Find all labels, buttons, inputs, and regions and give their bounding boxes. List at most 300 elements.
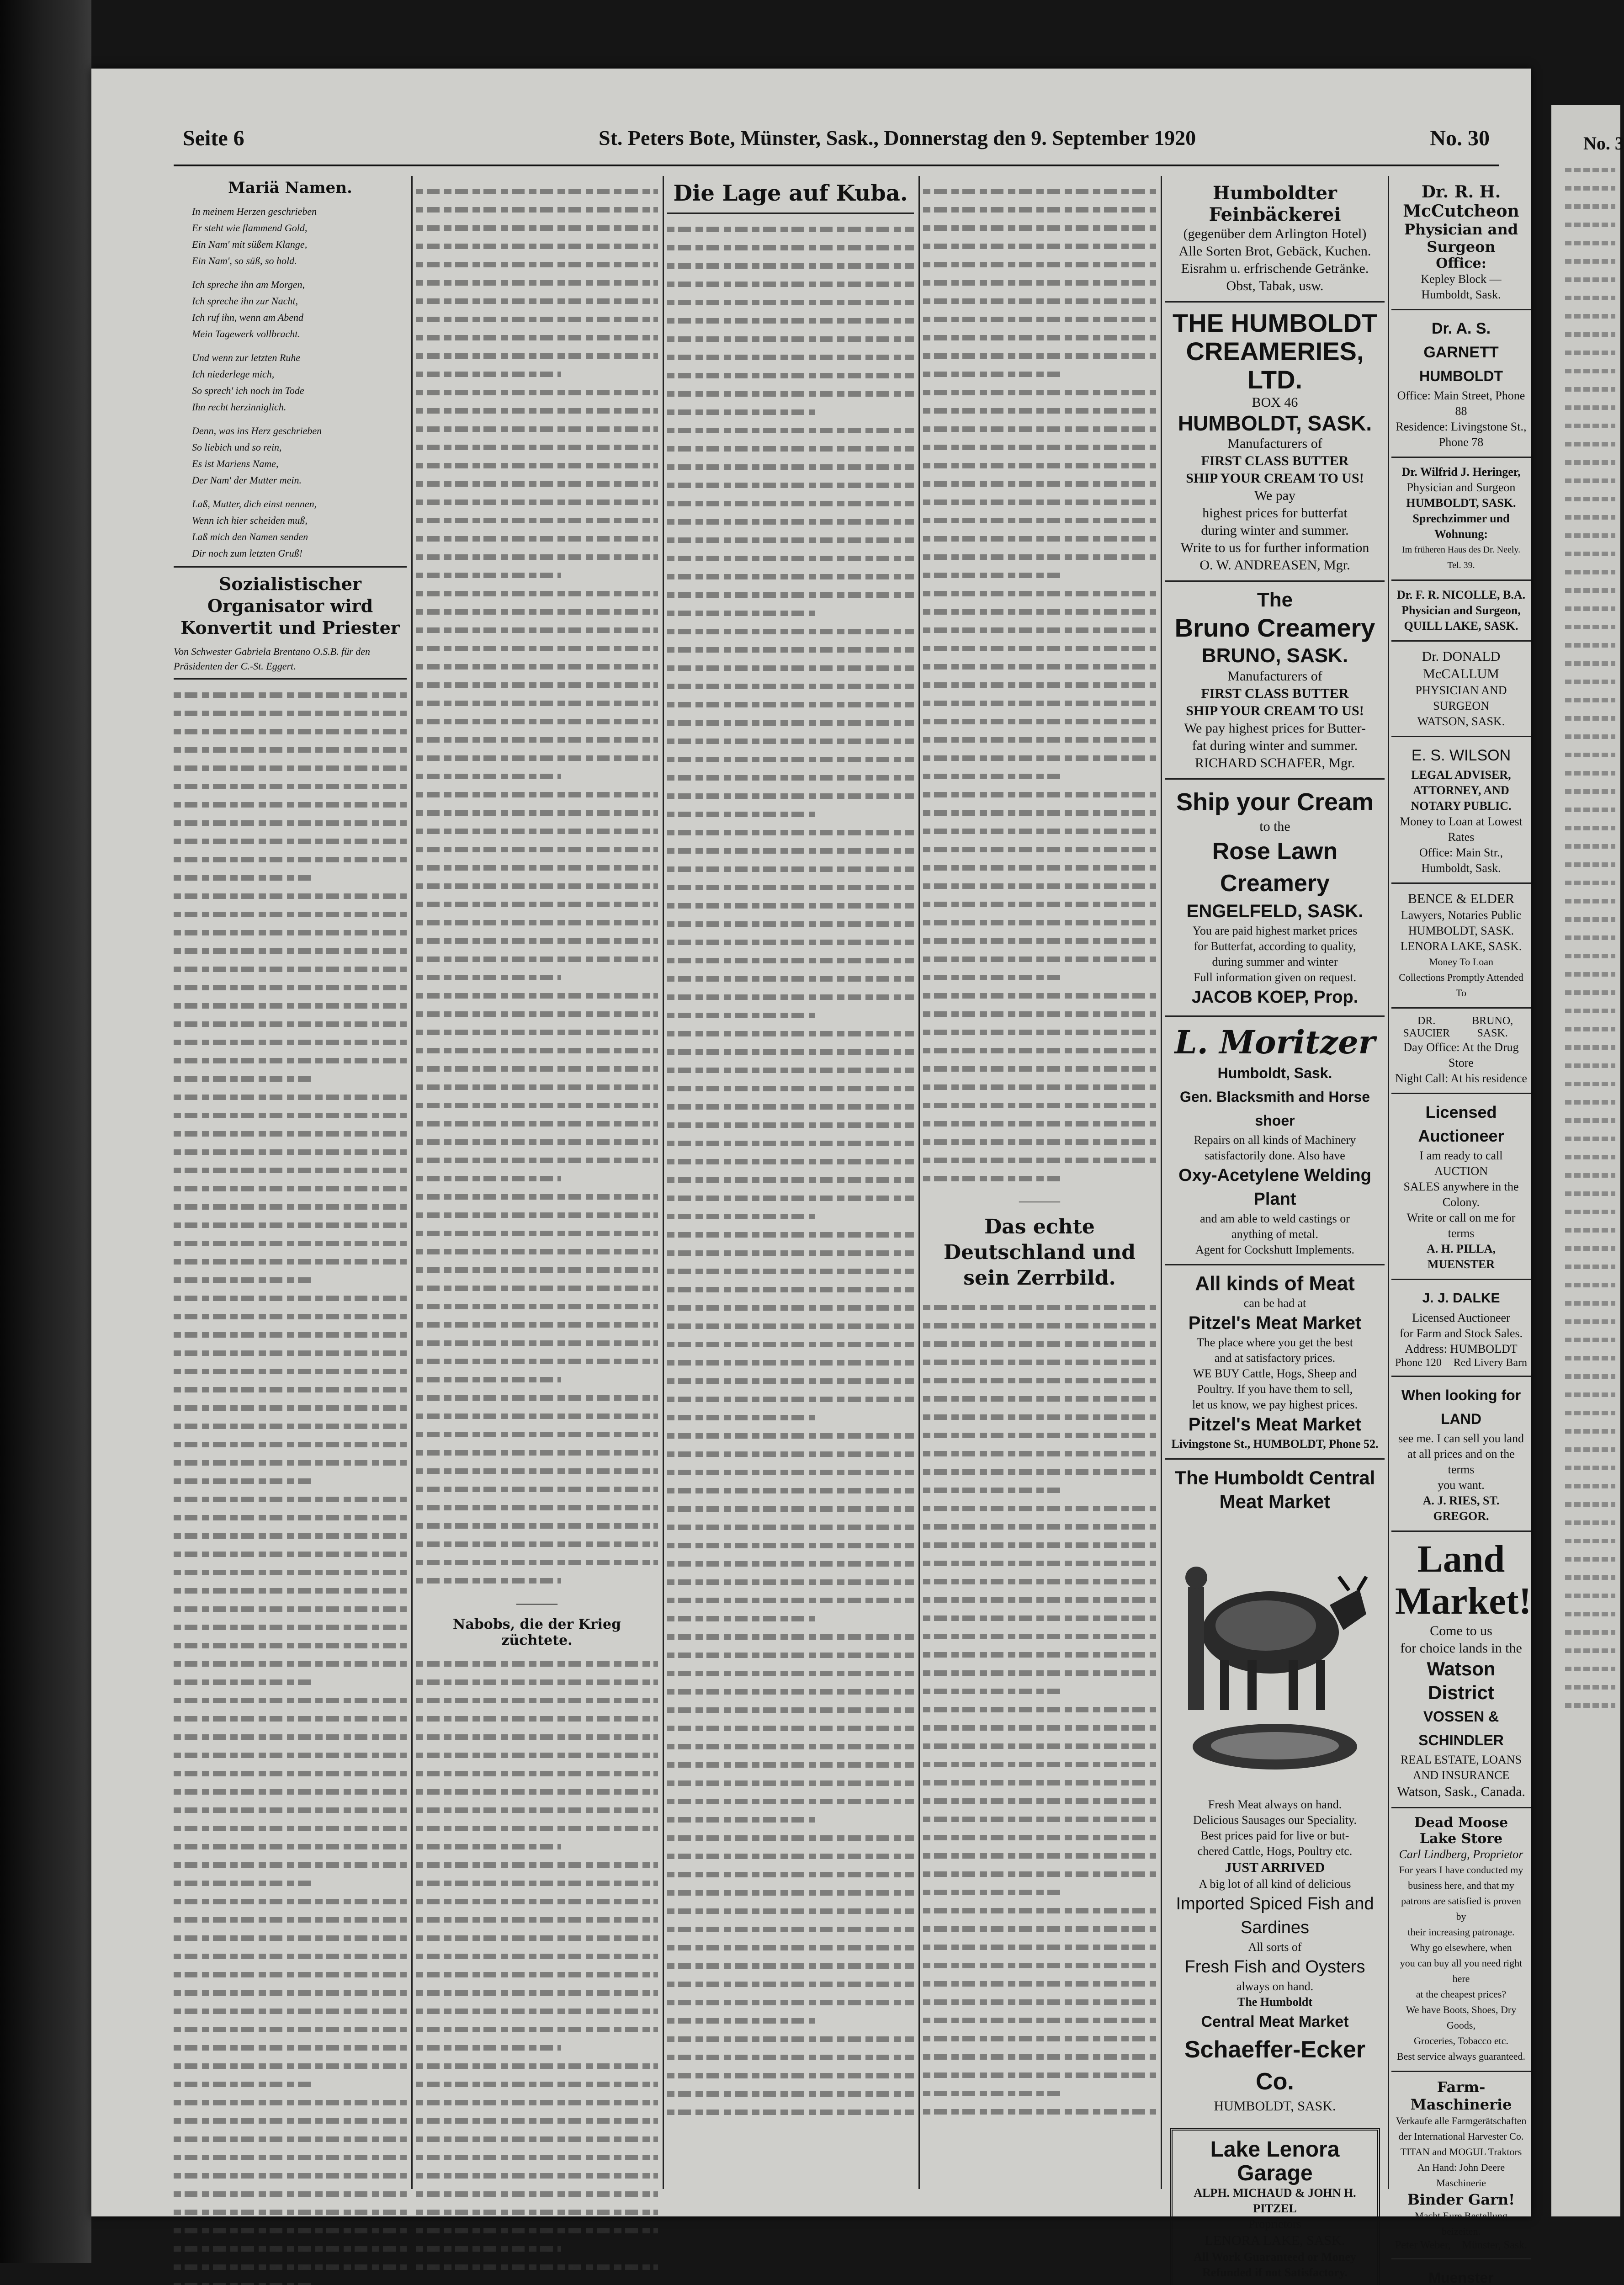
article-title-socialist: Sozialistischer Organisator wird Konvertit und Priester	[180, 574, 400, 638]
card-subtitle: Physician and Surgeon	[1406, 481, 1516, 494]
ad-city: ENGELFELD, SASK.	[1186, 901, 1364, 921]
text-line	[1565, 533, 1615, 538]
text-line	[174, 2203, 407, 2221]
card-title: When looking for LAND	[1401, 1387, 1521, 1427]
card-line: Night Call: At his residence	[1395, 1072, 1527, 1085]
text-line	[1565, 223, 1615, 227]
poem-line: Er steht wie flammend Gold,	[192, 222, 308, 234]
text-line	[667, 367, 914, 385]
text-line	[174, 978, 407, 997]
text-line	[174, 1838, 407, 1856]
ad-line: Fresh Fish and Oysters	[1184, 1957, 1365, 1977]
text-line	[923, 2084, 1063, 2103]
text-line	[416, 329, 658, 347]
text-line	[923, 1335, 1156, 1353]
text-line	[923, 237, 1156, 255]
text-line	[174, 942, 407, 960]
text-line	[667, 220, 914, 239]
text-line	[174, 1545, 407, 1563]
text-line	[923, 914, 1156, 932]
text-line	[174, 723, 407, 741]
text-line	[416, 2094, 658, 2112]
text-line	[923, 1115, 1156, 1133]
text-line	[1565, 1173, 1615, 1178]
text-line	[667, 1646, 914, 1664]
text-line	[923, 1133, 1156, 1151]
text-line	[667, 1555, 914, 1573]
ad-line: highest prices for butterfat	[1202, 505, 1348, 521]
card-wilson	[1391, 737, 1531, 884]
text-line	[923, 1737, 1156, 1755]
card-line: Office: Main Str., Humboldt, Sask.	[1419, 846, 1503, 875]
text-line	[416, 1243, 658, 1261]
text-line	[416, 895, 658, 914]
text-line	[1565, 515, 1615, 520]
text-line	[923, 1810, 1156, 1828]
text-line	[667, 1628, 914, 1646]
text-line	[923, 383, 1156, 402]
text-line	[416, 2167, 658, 2185]
ad-line: Fresh Meat always on hand.	[1208, 1798, 1342, 1811]
text-line	[1565, 808, 1615, 812]
text-line	[416, 237, 658, 255]
ad-city: HUMBOLDT, SASK.	[1214, 2099, 1336, 2114]
text-line	[667, 897, 914, 915]
text-line	[174, 2112, 407, 2130]
text-line	[174, 2148, 407, 2167]
ad-line: let us know, we pay highest prices.	[1192, 1398, 1358, 1411]
text-line	[667, 750, 914, 769]
text-line	[923, 1920, 1156, 1938]
text-line	[923, 1865, 1156, 1883]
card-line: AND INSURANCE	[1412, 1769, 1510, 1782]
text-line	[667, 1902, 914, 1920]
text-line	[416, 731, 658, 749]
text-line	[416, 1462, 658, 1480]
card-title: BENCE & ELDER	[1407, 891, 1515, 906]
text-line	[667, 1445, 914, 1463]
text-line	[667, 677, 914, 696]
card-line: Why go elsewhere, when	[1410, 1942, 1512, 1953]
column-rule	[1161, 176, 1162, 2189]
text-line	[416, 1984, 658, 2002]
text-line	[174, 1143, 407, 1161]
card-subtitle: PHYSICIAN AND SURGEON	[1415, 684, 1507, 712]
text-line	[667, 421, 914, 440]
text-line	[174, 1106, 407, 1125]
ad-line: and at satisfactory prices.	[1214, 1351, 1336, 1365]
text-line	[923, 950, 1156, 968]
text-line	[174, 1490, 407, 1509]
text-line	[923, 1975, 1156, 1993]
text-line	[1565, 588, 1615, 593]
poem-line: Ich niederlege mich,	[192, 368, 275, 380]
text-line	[1565, 1575, 1615, 1580]
column-3	[667, 176, 914, 2189]
ad-line: The place where you get the best	[1196, 1336, 1353, 1349]
card-mccallum	[1391, 642, 1531, 737]
card-firm: VOSSEN & SCHINDLER	[1418, 1708, 1504, 1748]
text-line	[923, 530, 1156, 548]
column-rule	[918, 176, 920, 2189]
text-line	[923, 859, 1156, 877]
text-line	[667, 1390, 914, 1408]
text-line	[416, 2020, 658, 2039]
card-ries	[1391, 1377, 1531, 1532]
card-line: I am ready to call AUCTION	[1419, 1149, 1503, 1178]
column-rule	[1388, 176, 1389, 2189]
ad-bruno-creamery	[1165, 582, 1385, 780]
text-line	[923, 1078, 1156, 1096]
text-line	[416, 493, 658, 511]
text-line	[1565, 1228, 1615, 1233]
text-line	[923, 255, 1156, 274]
text-line	[1565, 1100, 1615, 1105]
ad-title: Ship your Cream	[1176, 788, 1374, 816]
text-line	[174, 741, 407, 759]
text-line	[416, 255, 658, 274]
text-line	[416, 2075, 658, 2094]
text-line	[1565, 771, 1615, 776]
text-line	[174, 1966, 407, 1984]
text-line	[174, 1600, 407, 1618]
ad-lake-lenora-garage	[1170, 2128, 1380, 2285]
text-line	[923, 566, 1063, 585]
text-line	[174, 777, 407, 796]
text-line	[923, 1463, 1156, 1481]
text-line	[923, 767, 1063, 786]
card-phone: Phone 120	[1395, 1357, 1442, 1369]
text-line	[923, 1481, 1063, 1499]
text-line	[416, 1334, 658, 1352]
text-line	[174, 1947, 407, 1966]
text-line	[416, 767, 561, 786]
text-line	[667, 970, 914, 988]
text-line	[1565, 606, 1615, 611]
text-line	[667, 1993, 914, 2012]
text-line	[1565, 1283, 1615, 1287]
card-line: Sprechzimmer und Wohnung:	[1412, 512, 1510, 541]
text-line	[1565, 1265, 1615, 1269]
ad-line: JUST ARRIVED	[1225, 1860, 1325, 1875]
card-saucier	[1391, 1009, 1531, 1094]
ad-line: Manufacturers of	[1227, 669, 1322, 684]
ad-line: satisfactorily done. Also have	[1205, 1149, 1345, 1162]
text-line	[1565, 1191, 1615, 1196]
card-address: Kepley Block — Humboldt, Sask.	[1421, 272, 1502, 301]
text-line	[416, 2240, 561, 2258]
text-line	[174, 1874, 313, 1892]
text-line	[1565, 387, 1615, 392]
page-header	[91, 121, 1531, 176]
text-line	[416, 566, 561, 585]
text-line	[174, 1326, 407, 1344]
poem-line: Und wenn zur letzten Ruhe	[192, 352, 301, 363]
text-line	[923, 1591, 1156, 1609]
text-line	[667, 2048, 914, 2067]
text-line	[174, 1746, 407, 1764]
text-line	[1565, 1374, 1615, 1379]
text-line	[1565, 1447, 1615, 1452]
text-line	[174, 1472, 313, 1490]
text-line	[174, 1015, 407, 1033]
text-line	[667, 915, 914, 933]
text-line	[667, 275, 914, 293]
text-line	[923, 1298, 1156, 1317]
text-line	[1565, 1137, 1615, 1141]
text-line	[667, 769, 914, 787]
text-line	[923, 511, 1156, 530]
text-line	[174, 1216, 407, 1234]
text-line	[923, 274, 1156, 292]
text-line	[416, 1517, 658, 1535]
text-line	[416, 1023, 658, 1042]
text-line	[923, 1554, 1156, 1573]
card-line: Money To Loan	[1428, 956, 1494, 967]
card-line: Licensed Auctioneer	[1412, 1311, 1510, 1324]
text-line	[1565, 1319, 1615, 1324]
text-line	[416, 950, 658, 968]
text-line	[1565, 1502, 1615, 1507]
text-line	[416, 1856, 658, 1874]
card-city: HUMBOLDT	[1419, 368, 1503, 384]
ad-line: Imported Spiced Fish and Sardines	[1176, 1894, 1374, 1937]
text-line	[667, 1939, 914, 1957]
text-line	[923, 1317, 1156, 1335]
poem-line: Ich ruf ihn, wenn am Abend	[192, 312, 304, 323]
text-line	[416, 1764, 658, 1783]
text-line	[416, 2002, 658, 2020]
text-line	[1565, 625, 1615, 629]
text-line	[923, 1883, 1063, 1902]
text-line	[416, 1480, 658, 1499]
card-title: Licensed Auctioneer	[1418, 1103, 1504, 1145]
text-line	[416, 822, 658, 840]
text-line	[416, 932, 658, 950]
text-line	[667, 1536, 914, 1555]
text-line	[416, 1444, 658, 1462]
card-title: Dr. F. R. NICOLLE, B.A.	[1396, 588, 1526, 601]
text-line	[416, 840, 658, 859]
text-line	[1565, 1594, 1615, 1598]
text-line	[174, 2020, 407, 2039]
text-line	[1565, 917, 1615, 922]
text-line	[667, 1463, 914, 1482]
text-line	[174, 1527, 407, 1545]
card-line: SALES anywhere in the Colony.	[1403, 1180, 1519, 1209]
ad-city: Humboldt, Sask.	[1217, 1065, 1332, 1081]
text-line	[174, 2221, 407, 2240]
card-line: Come to us	[1430, 1623, 1492, 1638]
ad-owner: Schaeffer-Ecker Co.	[1184, 2036, 1365, 2095]
text-line	[416, 457, 658, 475]
text-line	[923, 1938, 1156, 1956]
article-body-illegible	[174, 686, 407, 2285]
text-line	[1565, 1027, 1615, 1031]
text-line	[416, 420, 658, 438]
text-line	[174, 704, 407, 723]
text-line	[667, 1079, 914, 1098]
text-line	[416, 676, 658, 694]
text-line	[1565, 168, 1615, 172]
divider	[667, 213, 914, 214]
card-title: Land	[1417, 1538, 1505, 1580]
text-line	[667, 1408, 815, 1427]
text-line	[416, 1838, 561, 1856]
ad-line: Delicious Sausages our Speciality.	[1193, 1813, 1357, 1827]
card-line: der International Harvester Co.	[1398, 2131, 1524, 2142]
card-name: Peter Weber,	[1395, 2239, 1451, 2251]
text-line	[174, 686, 407, 704]
text-line	[923, 1627, 1156, 1646]
card-line: for Farm and Stock Sales.	[1399, 1327, 1523, 1340]
card-line: you can buy all you need right here	[1400, 1957, 1523, 1984]
text-line	[667, 2012, 815, 2030]
text-line	[667, 1061, 914, 1079]
text-line	[1565, 1045, 1615, 1050]
text-line	[174, 1234, 407, 1253]
text-line	[923, 749, 1156, 767]
text-line	[416, 859, 658, 877]
ad-line: BOX 46	[1252, 395, 1298, 410]
text-line	[667, 1025, 914, 1043]
ad-title: All kinds of Meat	[1195, 1272, 1355, 1295]
ad-line: to the	[1259, 819, 1290, 834]
ad-title: The Humboldt Central Meat Market	[1174, 1467, 1375, 1512]
poem-line: Mein Tagewerk vollbracht.	[192, 328, 300, 340]
text-line	[1565, 990, 1615, 995]
subhead-nabobs: Nabobs, die der Krieg züchtete.	[452, 1616, 621, 1648]
text-line	[416, 511, 658, 530]
ad-line: We pay	[1254, 488, 1296, 503]
text-line	[1565, 862, 1615, 867]
text-line	[174, 2240, 407, 2258]
card-mccutcheon	[1391, 176, 1531, 310]
text-line	[1565, 1082, 1615, 1086]
card-line: their increasing patronage.	[1407, 1926, 1515, 1938]
article-title-cuba: Die Lage auf Kuba.	[673, 181, 908, 206]
poem-body	[174, 203, 407, 562]
text-line	[923, 1169, 1063, 1188]
text-line	[174, 2039, 407, 2057]
text-line	[667, 1043, 914, 1061]
card-dead-moose-store	[1391, 1808, 1531, 2072]
text-line	[667, 1262, 914, 1281]
text-line	[416, 182, 658, 201]
card-bence-elder	[1391, 884, 1531, 1009]
ad-title: Bruno Creamery	[1174, 613, 1375, 642]
card-city: BRUNO, SASK.	[1472, 1015, 1513, 1039]
card-line: An Hand: John Deere Maschinerie	[1417, 2162, 1505, 2189]
text-line	[1565, 478, 1615, 483]
text-line	[923, 1792, 1156, 1810]
article-body-illegible	[416, 182, 658, 1590]
text-line	[1565, 716, 1615, 721]
text-line	[416, 877, 658, 895]
card-line: Verkaufe alle Farmgerätschaften	[1396, 2115, 1527, 2126]
card-owner: Carl Lindberg, Proprietor	[1399, 1848, 1523, 1861]
text-line	[1565, 844, 1615, 849]
text-line	[1565, 1484, 1615, 1488]
text-line	[667, 659, 914, 677]
text-line	[667, 1098, 914, 1116]
ad-line: and am able to weld castings or	[1200, 1212, 1350, 1225]
article-body-illegible	[416, 1655, 658, 2276]
issue-number: No. 30	[1430, 126, 1490, 150]
text-line	[667, 1573, 914, 1591]
text-line	[174, 759, 407, 777]
divider	[174, 678, 407, 680]
text-line	[416, 402, 658, 420]
article-title-deutschland: Das echte Deutschland und sein Zerrbild.	[943, 1215, 1136, 1290]
text-line	[174, 2167, 407, 2185]
text-line	[174, 1125, 407, 1143]
text-line	[174, 832, 407, 850]
text-line	[667, 1482, 914, 1500]
text-line	[416, 1407, 658, 1425]
text-line	[416, 1188, 658, 1206]
card-line: Collections Promptly Attended To	[1399, 972, 1523, 999]
text-line	[667, 1975, 914, 1993]
text-line	[1565, 460, 1615, 465]
text-line	[1565, 405, 1615, 410]
column-6-cards	[1391, 176, 1532, 2285]
card-city: WATSON, SASK.	[1417, 715, 1505, 728]
text-line	[1565, 954, 1615, 958]
ad-line: WE BUY Cattle, Hogs, Sheep and	[1193, 1367, 1357, 1380]
text-line	[667, 860, 914, 878]
ad-title: Rose Lawn Creamery	[1212, 838, 1338, 897]
text-line	[416, 530, 658, 548]
text-line	[174, 1728, 407, 1746]
ad-line: You are paid highest market prices	[1192, 924, 1358, 937]
ad-line: Manufacturers of	[1227, 436, 1322, 451]
text-line	[923, 1536, 1156, 1554]
text-line	[1565, 1557, 1615, 1562]
text-line	[923, 182, 1156, 201]
text-line	[174, 1381, 407, 1399]
text-line	[416, 1224, 658, 1243]
card-line: at the cheapest prices?	[1416, 1988, 1507, 2000]
text-line	[1565, 424, 1615, 428]
text-line	[1565, 1338, 1615, 1342]
text-line	[416, 2130, 658, 2148]
text-line	[1565, 369, 1615, 373]
ad-manager: O. W. ANDREASEN, Mgr.	[1199, 558, 1350, 573]
text-line	[1565, 1009, 1615, 1013]
text-line	[416, 347, 658, 365]
text-line	[174, 2057, 407, 2075]
text-line	[667, 824, 914, 842]
text-line	[1565, 1210, 1615, 1214]
text-line	[667, 988, 914, 1006]
ad-line: The Humboldt	[1237, 1995, 1312, 2009]
ad-line: Agent for Cockshutt Implements.	[1195, 1243, 1355, 1256]
text-line	[1565, 1392, 1615, 1397]
card-line: Residence: Livingstone St., Phone 78	[1396, 420, 1527, 449]
card-city: Watson, Sask., Canada.	[1397, 1784, 1525, 1799]
text-line	[1565, 899, 1615, 903]
text-line	[416, 1553, 658, 1572]
text-line	[1565, 552, 1615, 556]
card-line: patrons are satisfied is proven by	[1401, 1895, 1521, 1922]
text-line	[923, 603, 1156, 621]
card-line: at all prices and on the terms	[1407, 1447, 1515, 1476]
text-line	[1565, 643, 1615, 648]
poem-line: So liebich und so rein,	[192, 441, 282, 453]
card-city: Münster, Sask.	[1462, 2239, 1527, 2251]
text-line	[416, 1966, 658, 1984]
